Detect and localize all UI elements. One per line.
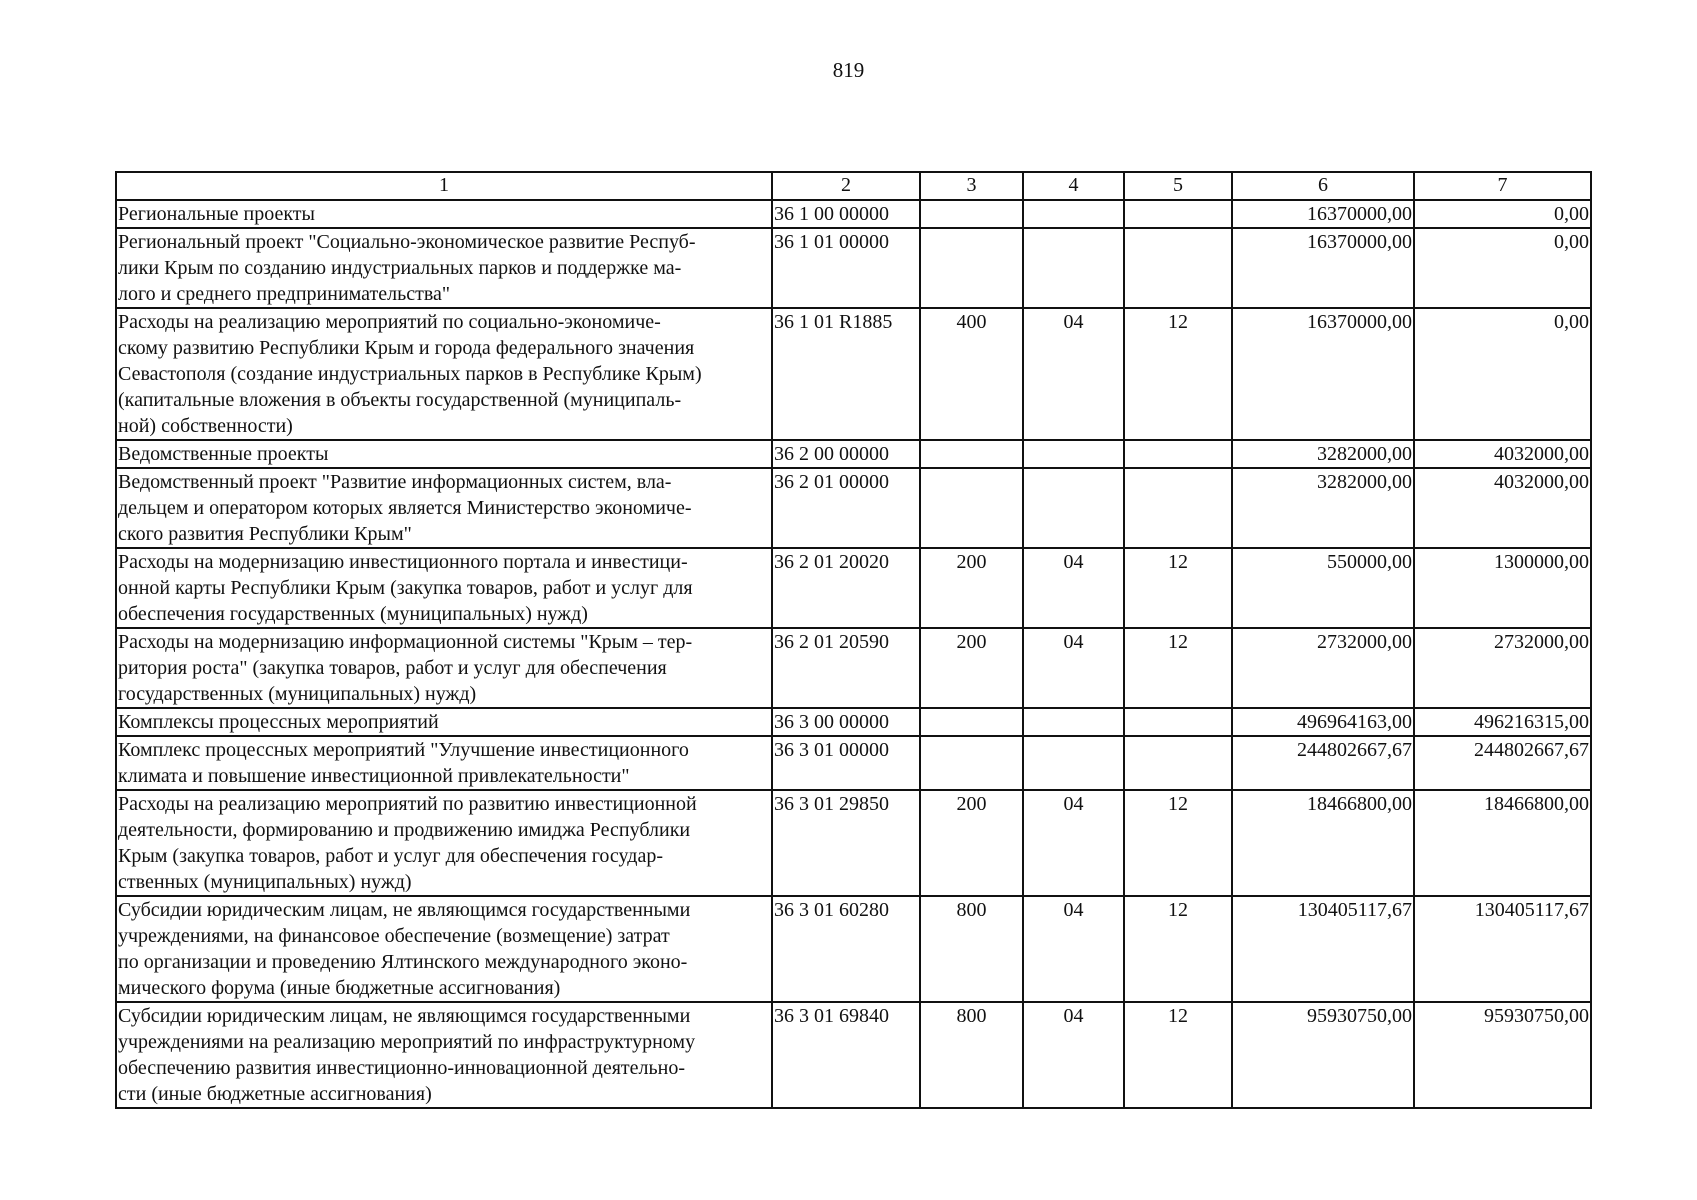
budget-table bbox=[115, 171, 1592, 1109]
row-col-5: 12 bbox=[1124, 1002, 1232, 1108]
table-row bbox=[116, 1002, 1591, 1108]
row-col-4 bbox=[1023, 468, 1124, 548]
row-name: Расходы на модернизацию инвестиционного портала и инвестици- онной карты Республики Крым (закупка товаров, работ и услуг для обеспечения государственных (муниципальных) нужд) bbox=[116, 548, 772, 628]
row-col-4 bbox=[1023, 228, 1124, 308]
table-row bbox=[116, 468, 1591, 548]
row-amount-7: 18466800,00 bbox=[1414, 790, 1591, 896]
row-col-5 bbox=[1124, 228, 1232, 308]
row-code: 36 1 01 R1885 bbox=[772, 308, 920, 440]
row-code: 36 2 01 20020 bbox=[772, 548, 920, 628]
row-amount-7: 4032000,00 bbox=[1414, 440, 1591, 468]
row-amount-6: 2732000,00 bbox=[1232, 628, 1414, 708]
row-name: Региональный проект "Социально-экономическое развитие Респуб- лики Крым по созданию индустриальных парков и поддержке ма- лого и среднего предпринимательства" bbox=[116, 228, 772, 308]
row-amount-6: 16370000,00 bbox=[1232, 308, 1414, 440]
row-name: Региональные проекты bbox=[116, 200, 772, 228]
row-code: 36 3 01 29850 bbox=[772, 790, 920, 896]
row-name: Комплексы процессных мероприятий bbox=[116, 708, 772, 736]
row-amount-7: 0,00 bbox=[1414, 200, 1591, 228]
table-row bbox=[116, 440, 1591, 468]
row-name: Расходы на реализацию мероприятий по социально-экономиче- скому развитию Республики Крым и города федерального значения Севастополя (создание индустриальных парков в Республике Крым) (капитальные вложения в объекты государственной (муниципаль- ной) собственности) bbox=[116, 308, 772, 440]
row-name: Ведомственный проект "Развитие информационных систем, вла- дельцем и оператором которых является Министерство экономиче- ского развития Республики Крым" bbox=[116, 468, 772, 548]
column-header: 4 bbox=[1023, 172, 1124, 200]
row-col-4: 04 bbox=[1023, 628, 1124, 708]
row-col-3: 200 bbox=[920, 628, 1023, 708]
table-row bbox=[116, 228, 1591, 308]
row-col-3: 800 bbox=[920, 1002, 1023, 1108]
row-amount-7: 4032000,00 bbox=[1414, 468, 1591, 548]
row-amount-7: 0,00 bbox=[1414, 308, 1591, 440]
column-header: 3 bbox=[920, 172, 1023, 200]
row-col-3 bbox=[920, 736, 1023, 790]
row-amount-6: 3282000,00 bbox=[1232, 468, 1414, 548]
row-code: 36 1 00 00000 bbox=[772, 200, 920, 228]
row-name: Субсидии юридическим лицам, не являющимся государственными учреждениями на реализацию мероприятий по инфраструктурному обеспечению развития инвестиционно-инновационной деятельно- сти (иные бюджетные ассигнования) bbox=[116, 1002, 772, 1108]
row-amount-7: 95930750,00 bbox=[1414, 1002, 1591, 1108]
column-header: 6 bbox=[1232, 172, 1414, 200]
row-name: Расходы на модернизацию информационной системы "Крым – тер- ритория роста" (закупка товаров, работ и услуг для обеспечения государственных (муниципальных) нужд) bbox=[116, 628, 772, 708]
row-col-4 bbox=[1023, 708, 1124, 736]
row-col-4 bbox=[1023, 736, 1124, 790]
row-name: Комплекс процессных мероприятий "Улучшение инвестиционного климата и повышение инвестиционной привлекательности" bbox=[116, 736, 772, 790]
column-header: 5 bbox=[1124, 172, 1232, 200]
row-name: Субсидии юридическим лицам, не являющимся государственными учреждениями, на финансовое обеспечение (возмещение) затрат по организации и проведению Ялтинского международного эконо- мического форума (иные бюджетные ассигнования) bbox=[116, 896, 772, 1002]
row-col-5: 12 bbox=[1124, 548, 1232, 628]
row-col-3: 200 bbox=[920, 548, 1023, 628]
row-amount-7: 1300000,00 bbox=[1414, 548, 1591, 628]
row-col-4: 04 bbox=[1023, 548, 1124, 628]
row-amount-7: 496216315,00 bbox=[1414, 708, 1591, 736]
table-row bbox=[116, 708, 1591, 736]
row-col-5: 12 bbox=[1124, 308, 1232, 440]
row-col-4: 04 bbox=[1023, 308, 1124, 440]
row-amount-6: 95930750,00 bbox=[1232, 1002, 1414, 1108]
column-header: 2 bbox=[772, 172, 920, 200]
row-amount-6: 244802667,67 bbox=[1232, 736, 1414, 790]
row-col-3 bbox=[920, 200, 1023, 228]
row-col-5 bbox=[1124, 708, 1232, 736]
table-row bbox=[116, 896, 1591, 1002]
table-body bbox=[116, 200, 1591, 1108]
row-code: 36 2 01 00000 bbox=[772, 468, 920, 548]
row-amount-6: 130405117,67 bbox=[1232, 896, 1414, 1002]
column-header: 1 bbox=[116, 172, 772, 200]
row-code: 36 3 01 69840 bbox=[772, 1002, 920, 1108]
header-row bbox=[116, 172, 1591, 200]
row-col-3 bbox=[920, 228, 1023, 308]
row-col-5: 12 bbox=[1124, 896, 1232, 1002]
row-col-3 bbox=[920, 440, 1023, 468]
row-col-3: 400 bbox=[920, 308, 1023, 440]
row-amount-6: 3282000,00 bbox=[1232, 440, 1414, 468]
row-amount-7: 244802667,67 bbox=[1414, 736, 1591, 790]
row-col-4: 04 bbox=[1023, 1002, 1124, 1108]
table-row bbox=[116, 628, 1591, 708]
row-amount-7: 0,00 bbox=[1414, 228, 1591, 308]
table-row bbox=[116, 790, 1591, 896]
row-code: 36 1 01 00000 bbox=[772, 228, 920, 308]
row-amount-6: 550000,00 bbox=[1232, 548, 1414, 628]
row-amount-6: 16370000,00 bbox=[1232, 200, 1414, 228]
row-col-5 bbox=[1124, 468, 1232, 548]
row-col-5: 12 bbox=[1124, 628, 1232, 708]
row-col-5 bbox=[1124, 440, 1232, 468]
row-code: 36 3 01 60280 bbox=[772, 896, 920, 1002]
table-row bbox=[116, 200, 1591, 228]
row-code: 36 2 01 20590 bbox=[772, 628, 920, 708]
row-name: Расходы на реализацию мероприятий по развитию инвестиционной деятельности, формированию и продвижению имиджа Республики Крым (закупка товаров, работ и услуг для обеспечения государ- ственных (муниципальных) нужд) bbox=[116, 790, 772, 896]
table-row bbox=[116, 308, 1591, 440]
row-col-4: 04 bbox=[1023, 790, 1124, 896]
row-col-3 bbox=[920, 468, 1023, 548]
row-col-3: 800 bbox=[920, 896, 1023, 1002]
row-col-4 bbox=[1023, 440, 1124, 468]
row-col-3: 200 bbox=[920, 790, 1023, 896]
row-amount-6: 16370000,00 bbox=[1232, 228, 1414, 308]
row-amount-6: 18466800,00 bbox=[1232, 790, 1414, 896]
row-code: 36 2 00 00000 bbox=[772, 440, 920, 468]
row-amount-7: 2732000,00 bbox=[1414, 628, 1591, 708]
row-code: 36 3 01 00000 bbox=[772, 736, 920, 790]
row-amount-7: 130405117,67 bbox=[1414, 896, 1591, 1002]
table-row bbox=[116, 736, 1591, 790]
page-number: 819 bbox=[832, 58, 865, 82]
row-col-5: 12 bbox=[1124, 790, 1232, 896]
row-code: 36 3 00 00000 bbox=[772, 708, 920, 736]
row-col-4 bbox=[1023, 200, 1124, 228]
row-col-5 bbox=[1124, 736, 1232, 790]
row-col-3 bbox=[920, 708, 1023, 736]
row-col-5 bbox=[1124, 200, 1232, 228]
table-row bbox=[116, 548, 1591, 628]
row-amount-6: 496964163,00 bbox=[1232, 708, 1414, 736]
row-col-4: 04 bbox=[1023, 896, 1124, 1002]
column-header: 7 bbox=[1414, 172, 1591, 200]
row-name: Ведомственные проекты bbox=[116, 440, 772, 468]
